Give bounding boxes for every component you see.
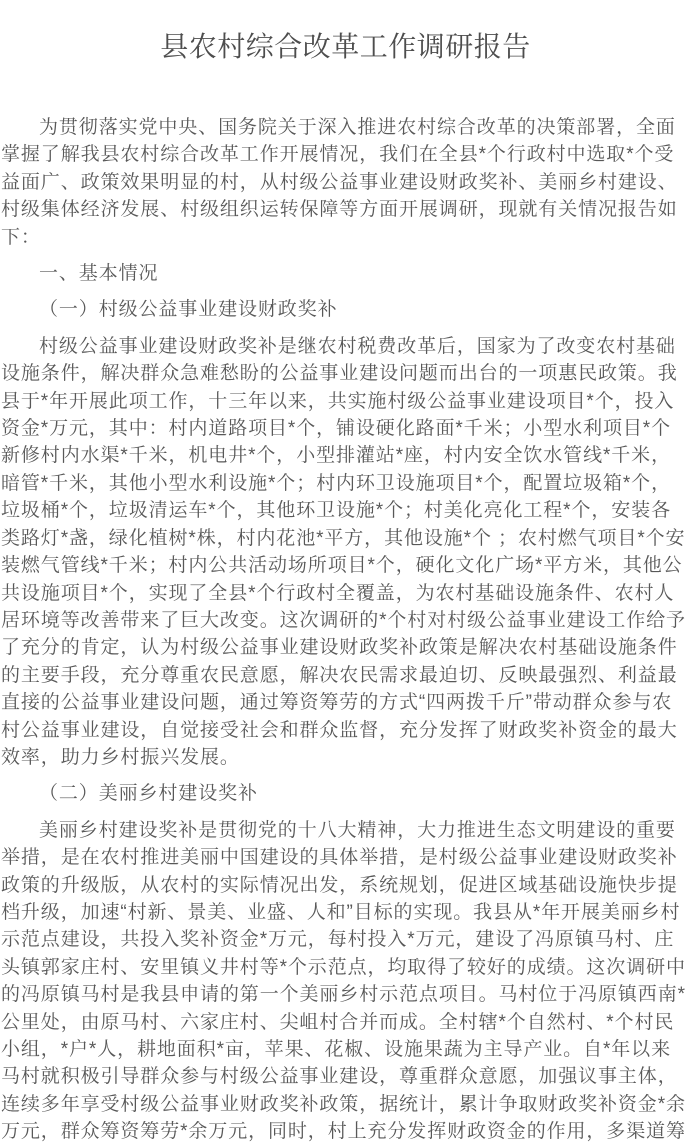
section-1-2-heading: （二）美丽乡村建设奖补 <box>39 783 258 805</box>
section-1-heading: 一、基本情况 <box>39 263 159 285</box>
section-1-1-body: 村级公益事业建设财政奖补是继农村税费改革后，国家为了改变农村基础设施条件，解决群众急难愁盼的公益事业建设问题而出台的一项惠民政策。我县于*年开展此项工作，十三年以来，共实施村级公益事业建设项目*个，投入资金*万元，其中：村内道路项目*个，铺设硬化路面*千米；小型水利项目*个新修村内水渠*千米，机电井*个，小型排灌站*座，村内安全饮水管线*千米，暗管*千米，其他小型水利设施*个；村内环卫设施项目*个，配置垃圾箱*个，垃圾桶*个，垃圾清运车*个，其他环卫设施*个；村美化亮化工程*个，安装各类路灯*盏，绿化植树*株，村内花池*平方，其他设施*个 ；农村燃气项目*个安装燃气管线*千米；村内公共活动场所项目*个，硬化文化广场*平方米，其他公共设施项目*个，实现了全县*个行政村全覆盖，为农村基础设施条件、农村人居环境等改善带来了巨大改变。这次调研的*个村对村级公益事业建设工作给予了充分的肯定，认为村级公益事业建设财政奖补政策是解决农村基础设施条件的主要手段，充分尊重农民意愿，解决农民需求最迫切、反映最强烈、利益最直接的公益事业建设问题，通过筹资筹劳的方式“四两拨千斤”带动群众参与农村公益事业建设，自觉接受社会和群众监督，充分发挥了财政奖补资金的最大效率，助力乡村振兴发展。 <box>1 335 686 768</box>
report-document <box>0 26 691 1146</box>
section-1-2-body: 美丽乡村建设奖补是贯彻党的十八大精神，大力推进生态文明建设的重要举措，是在农村推进美丽中国建设的具体举措，是村级公益事业建设财政奖补政策的升级版，从农村的实际情况出发，系统规划，促进区域基础设施快步提档升级，加速“村新、景美、业盛、人和”目标的实现。我县从*年开展美丽乡村示范点建设，共投入奖补资金*万元，每村投入*万元，建设了冯原镇马村、庄头镇郭家庄村、安里镇义井村等*个示范点，均取得了较好的成绩。这次调研中的冯原镇马村是我县申请的第一个美丽乡村示范点项目。马村位于冯原镇西南*公里处，由原马村、六家庄村、尖岨村合并而成。全村辖*个自然村、*个村民小组，*户*人，耕地面积*亩，苹果、花椒、设施果蔬为主导产业。自*年以来马村就积极引导群众参与村级公益事业建设，尊重群众意愿，加强议事主体，连续多年享受村级公益事业财政奖补政策，据统计，累计争取财政奖补资金*余万元，群众筹资筹劳*余万元，同时，村上充分发挥财政资金的作用，多渠道筹 <box>1 819 686 1143</box>
intro-paragraph: 为贯彻落实党中央、国务院关于深入推进农村综合改革的决策部署，全面掌握了解我县农村综合改革工作开展情况，我们在全县*个行政村中选取*个受益面广、政策效果明显的村，从村级公益事业建设财政奖补、美丽乡村建设、村级集体经济发展、村级组织运转保障等方面开展调研，现就有关情况报告如下： <box>1 117 678 248</box>
section-1-1-heading: （一）村级公益事业建设财政奖补 <box>39 299 338 321</box>
report-title: 县农村综合改革工作调研报告 <box>160 31 531 62</box>
